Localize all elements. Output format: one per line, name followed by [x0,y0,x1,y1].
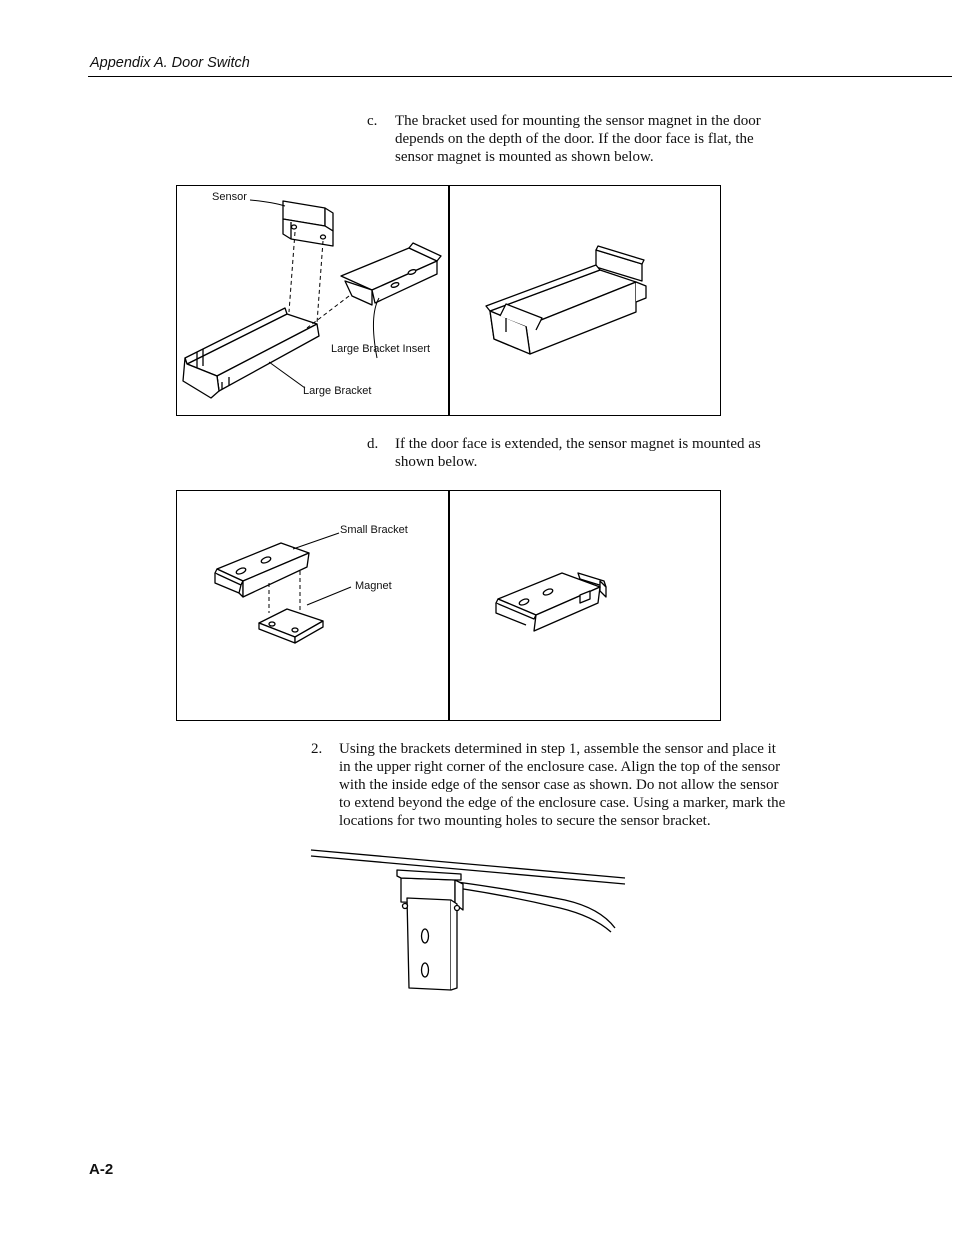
figure-sensor-placement [305,840,635,1000]
step-2-line: locations for two mounting holes to secure the sensor bracket. [339,813,711,829]
step-c-marker: c. [367,113,378,129]
step-c-line: depends on the depth of the door. If the door face is flat, the [395,131,754,147]
figure-extended-door-bracket [176,490,721,721]
figure1-assembled-panel [450,186,720,415]
label-magnet: Magnet [355,580,392,592]
step-d-line: If the door face is extended, the sensor magnet is mounted as [395,436,761,452]
page-header [88,55,952,77]
step-c-line: The bracket used for mounting the sensor magnet in the door [395,113,761,129]
figure2-assembled-drawing [450,491,720,720]
figure2-assembled-panel [450,491,720,720]
step-2-line: to extend beyond the edge of the enclosure case. Using a marker, mark the [339,795,786,811]
step-2-line: with the inside edge of the sensor case as shown. Do not allow the sensor [339,777,779,793]
figure1-exploded-panel [177,186,448,415]
step-d-paragraph [367,435,807,473]
step-c-paragraph [367,112,807,168]
figure1-exploded-drawing [177,186,448,415]
label-large-bracket: Large Bracket [303,385,372,397]
figure-flat-door-bracket [176,185,721,416]
page-number: A-2 [89,1161,114,1178]
label-small-bracket: Small Bracket [340,524,408,536]
step-2-marker: 2. [311,741,323,757]
step-2-line: in the upper right corner of the enclosure case. Align the top of the sensor [339,759,781,775]
label-large-bracket-insert: Large Bracket Insert [331,343,431,355]
step-d-line: shown below. [395,454,478,470]
step-c-line: sensor magnet is mounted as shown below. [395,149,654,165]
figure2-exploded-panel [177,491,448,720]
figure1-assembled-drawing [450,186,720,415]
step-d-marker: d. [367,436,379,452]
step-2-paragraph [311,740,811,832]
step-2-line: Using the brackets determined in step 1, assemble the sensor and place it [339,741,776,757]
label-sensor: Sensor [212,191,247,203]
header-title: Appendix A. Door Switch [90,55,250,71]
